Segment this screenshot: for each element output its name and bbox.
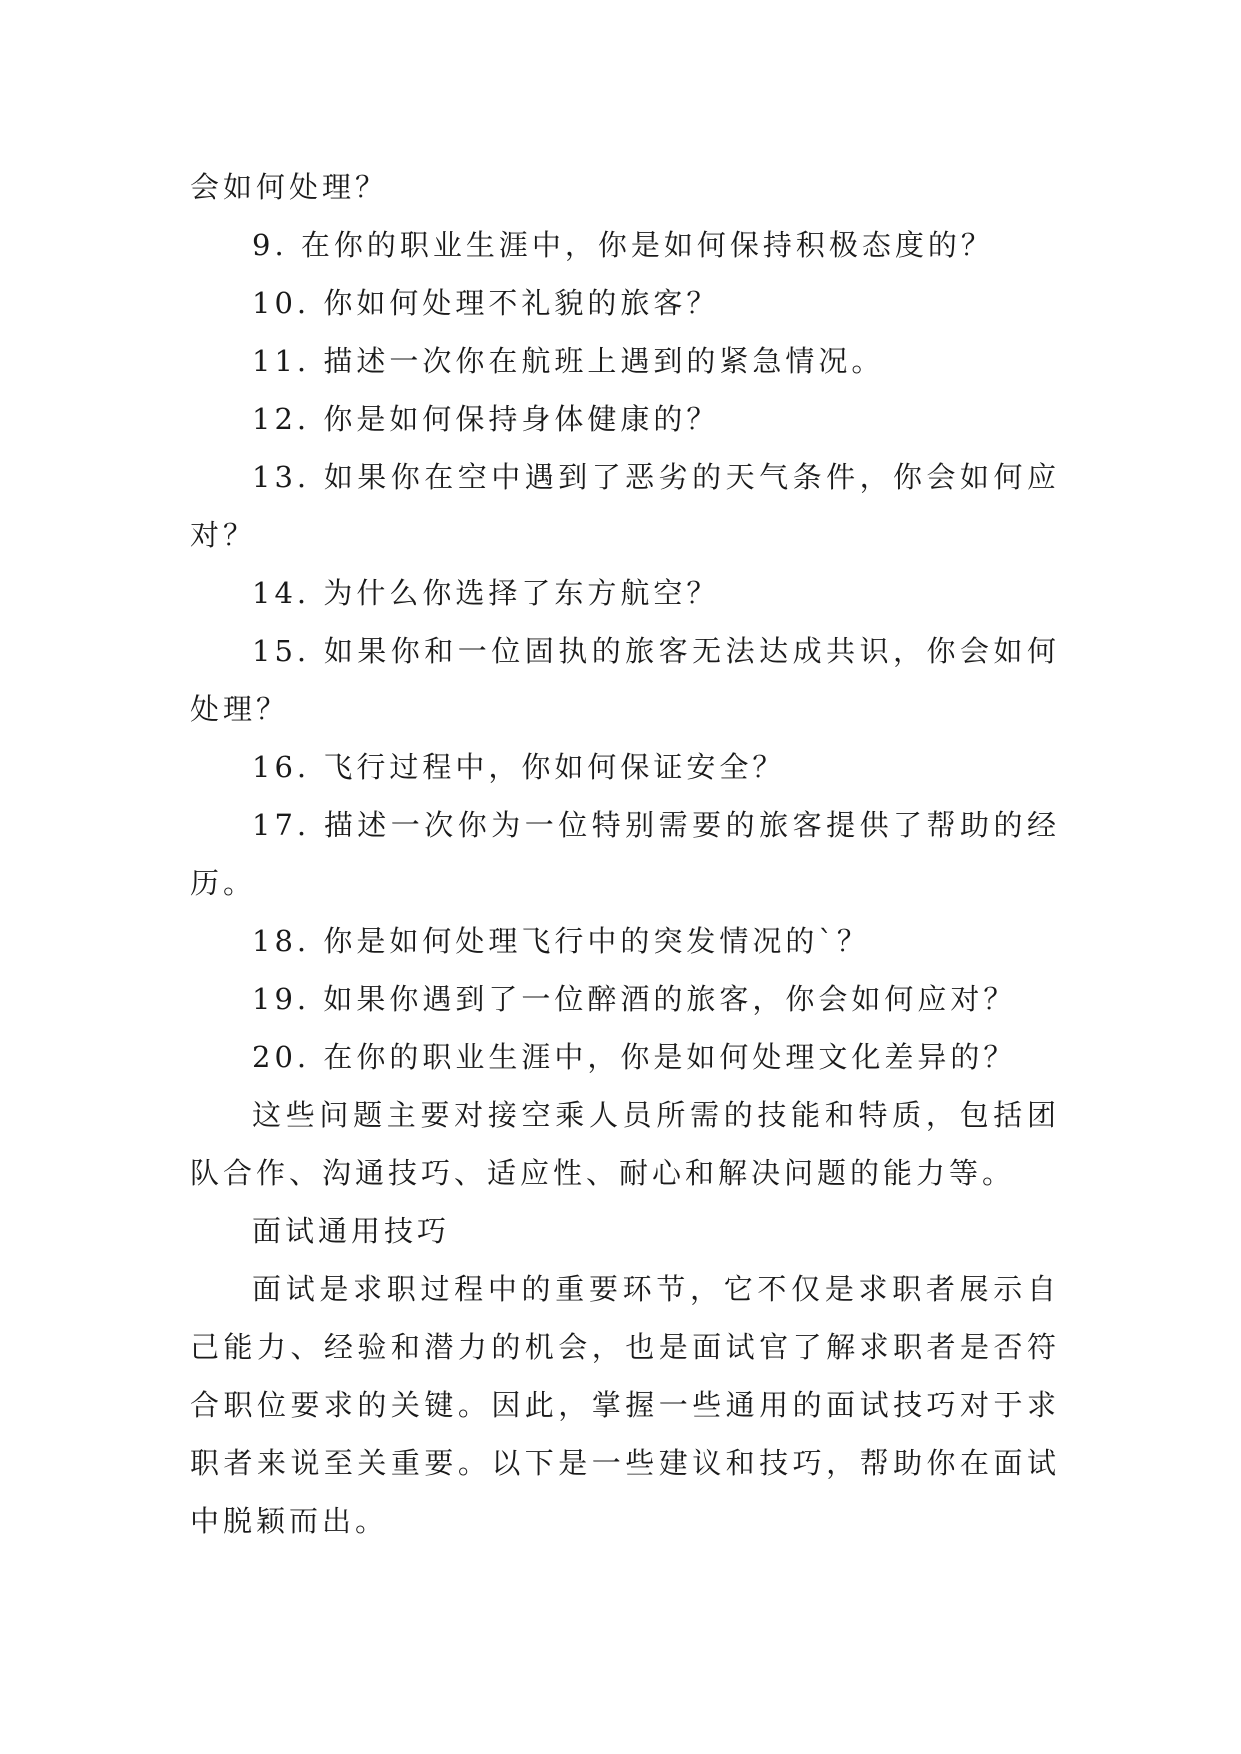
- question-item: 15. 如果你和一位固执的旅客无法达成共识，你会如何处理？: [190, 634, 1060, 726]
- summary-paragraph: 这些问题主要对接空乘人员所需的技能和特质，包括团队合作、沟通技巧、适应性、耐心和解决问题的能力等。: [190, 1098, 1060, 1190]
- document-body: [190, 158, 1060, 1550]
- question-item: 14. 为什么你选择了东方航空？: [252, 576, 720, 610]
- question-item: 11. 描述一次你在航班上遇到的紧急情况。: [252, 344, 885, 378]
- question-item: 20. 在你的职业生涯中，你是如何处理文化差异的？: [252, 1040, 1017, 1074]
- question-item: 9. 在你的职业生涯中，你是如何保持积极态度的？: [252, 228, 994, 262]
- section-heading: 面试通用技巧: [252, 1214, 451, 1248]
- question-item: 18. 你是如何处理飞行中的突发情况的`？: [252, 924, 870, 958]
- section-paragraph: 面试是求职过程中的重要环节，它不仅是求职者展示自己能力、经验和潜力的机会，也是面试官了解求职者是否符合职位要求的关键。因此，掌握一些通用的面试技巧对于求职者来说至关重要。以下是一些建议和技巧，帮助你在面试中脱颖而出。: [190, 1272, 1060, 1538]
- question-item: 17. 描述一次你为一位特别需要的旅客提供了帮助的经历。: [190, 808, 1060, 900]
- question-item: 10. 你如何处理不礼貌的旅客？: [252, 286, 720, 320]
- question-item: 13. 如果你在空中遇到了恶劣的天气条件，你会如何应对？: [190, 460, 1060, 552]
- question-item: 19. 如果你遇到了一位醉酒的旅客，你会如何应对？: [252, 982, 1017, 1016]
- question-item: 16. 飞行过程中，你如何保证安全？: [252, 750, 786, 784]
- opening-fragment: 会如何处理？: [190, 170, 389, 204]
- question-item: 12. 你是如何保持身体健康的？: [252, 402, 720, 436]
